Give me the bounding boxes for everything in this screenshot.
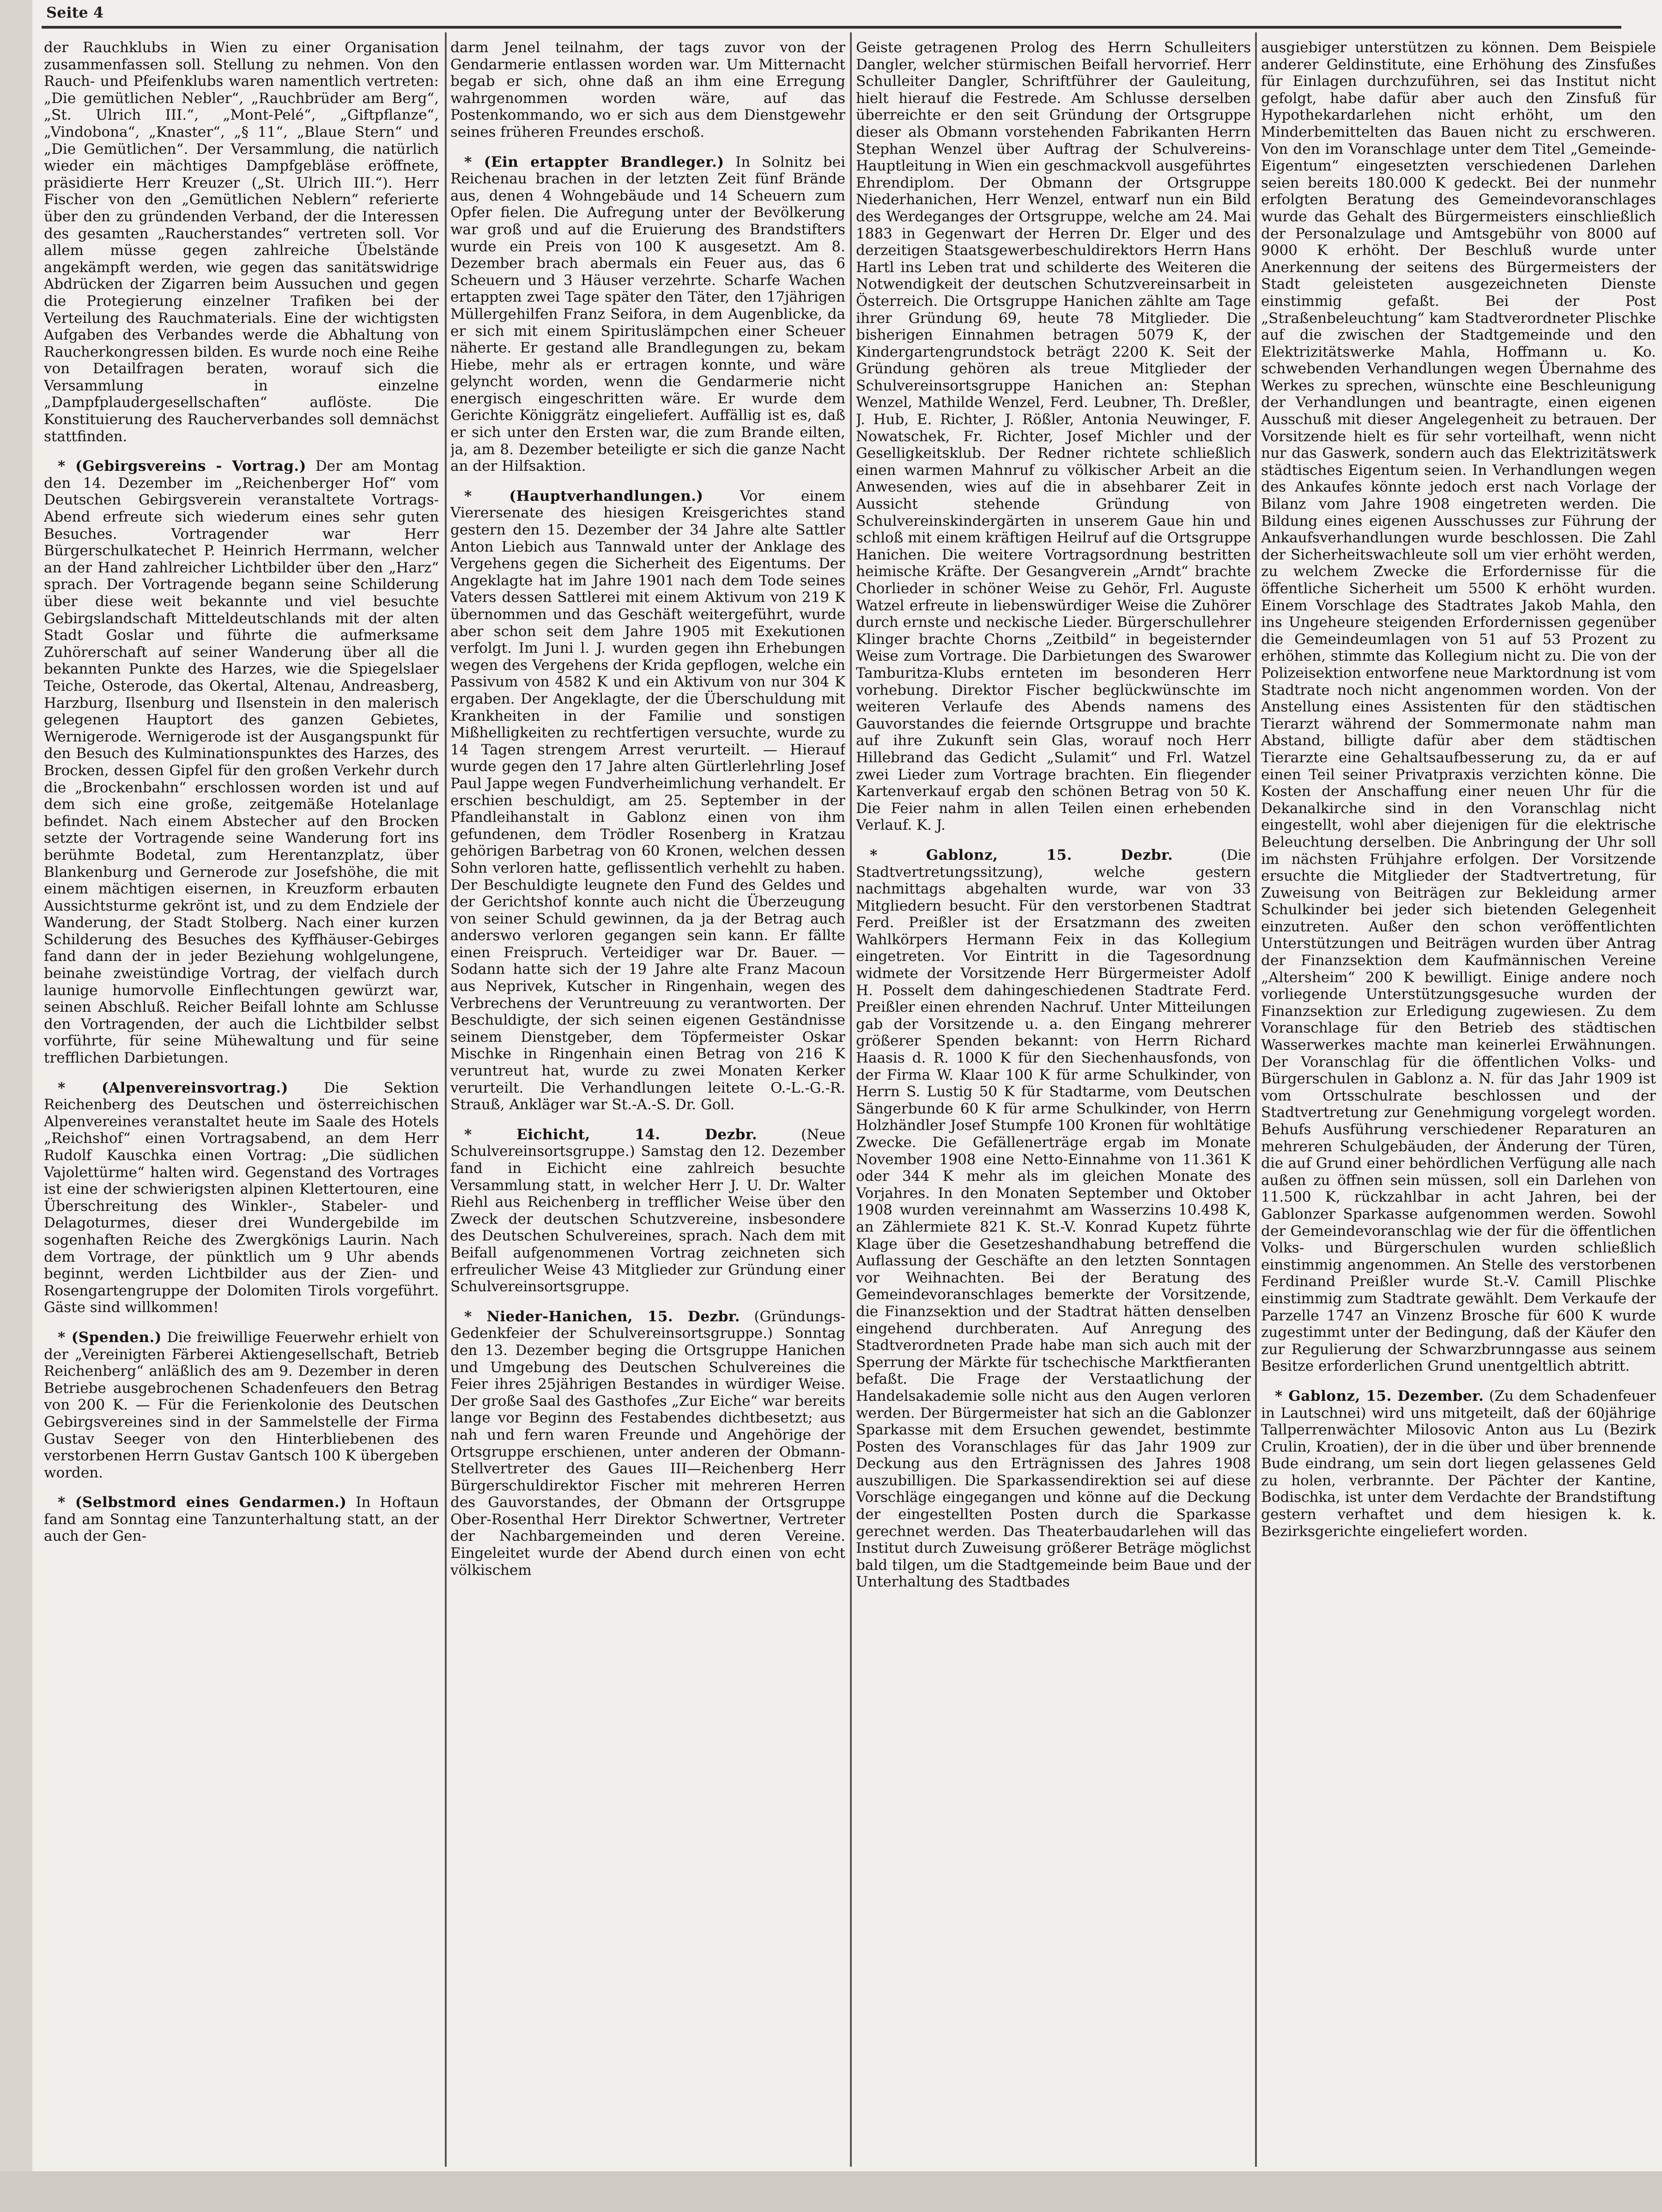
article-paragraph — [450, 1308, 845, 1579]
article-heading: * (Selbstmord eines Gendarmen.) — [58, 1494, 347, 1511]
article-heading: * (Gebirgsvereins - Vortrag.) — [58, 458, 306, 475]
paragraph-gap — [44, 445, 439, 458]
article-text: der Rauchklubs in Wien zu einer Organisation zusammenfassen soll. Stellung zu nehmen. Von den Rauch- und Pfeifenklubs waren namentlich vertreten: „Die gemütlichen Nebler“, „Rauchbrüder am Berg“, „St. Ulrich III.“, „Mont-Pelé“, „Giftpflanze“, „Vindobona“, „Knaster“, „§ 11“, „Blaue Stern“ und „Die Gemütlichen“. Der Versammlung, die natürlich wieder ein mächtiges Dampfgebläse eröffnete, präsidierte Herr Kreuzer („St. Ulrich III.“). Herr Fischer von den „Gemütlichen Neblern“ referierte über den zu gründenden Verband, der die Interessen des gesamten „Raucherstandes“ vertreten soll. Vor allem müsse gegen zahlreiche Übelstände angekämpft werden, wie gegen das sanitätswidrige Abdrücken der Zigarren beim Aussuchen und gegen die Protegierung einzelner Trafiken bei der Verteilung des Rauchmaterials. Eine der wichtigsten Aufgaben des Verbandes werde die Abhaltung von Raucherkongressen bilden. Es wurde noch eine Reihe von Detailfragen beraten, worauf sich die Versammlung in einzelne „Dampfplaudergesellschaften“ auflöste. Die Konstituierung des Raucherverbandes soll demnächst stattfinden. — [44, 39, 439, 445]
article-paragraph — [44, 1080, 439, 1316]
text-column-2 — [450, 39, 845, 2164]
article-text: Die Sektion Reichenberg des Deutschen und österreichischen Alpenvereines veranstaltet heute im Saale des Hotels „Reichshof“ einen Vortragsabend, an dem Herr Rudolf Kauschka einen Vortrag: „Die südlichen Vajolettürme“ halten wird. Gegenstand des Vortrages ist eine der schwierigsten alpinen Klettertouren, eine Überschreitung des Winkler-, Stabeler- und Delagoturmes, dieser drei Wundergebilde im sogenhaften Reiche des Zwergkönigs Laurin. Nach dem Vortrage, der pünktlich um 9 Uhr abends beginnt, werden Lichtbilder aus der Zien- und Rosengartengruppe der Dolomiten Tirols vorgeführt. Gäste sind willkommen! — [44, 1079, 439, 1316]
paragraph-gap — [1261, 1375, 1656, 1388]
article-heading: * Gablonz, 15. Dezember. — [1275, 1387, 1484, 1404]
column-divider — [1255, 32, 1257, 2167]
text-column-4 — [1261, 39, 1656, 2164]
article-heading: * (Spenden.) — [58, 1329, 162, 1346]
scan-left-margin — [0, 0, 32, 2212]
article-paragraph — [450, 488, 845, 1113]
article-text: (Gründungs-Gedenkfeier der Schulvereinsortsgruppe.) Sonntag den 13. Dezember beging die Ortsgruppe Hanichen und Umgebung des Deutschen Schulvereines die Feier ihres 25jährigen Bestandes in würdiger Weise. Der große Saal des Gasthofes „Zur Eiche“ war bereits lange vor Beginn des Festabendes dichtbesetzt; aus nah und fern waren Freunde und Angehörige der Ortsgruppe erschienen, unter anderen der Obmann-Stellvertreter des Gaues III—Reichenberg Herr Bürgerschuldirektor Fischer mit mehreren Herren des Gauvorstandes, der Obmann der Ortsgruppe Ober-Rosenthal Herr Direktor Schwertner, Vertreter der Nachbargemeinden und deren Vereine. Eingeleitet wurde der Abend durch einen von echt völkischem — [450, 1308, 845, 1579]
article-heading: * Nieder-Hanichen, 15. Dezbr. — [464, 1308, 740, 1325]
header-rule — [42, 26, 1621, 29]
paragraph-gap — [44, 1481, 439, 1494]
article-paragraph — [450, 1126, 845, 1295]
article-paragraph — [44, 1494, 439, 1545]
text-column-1 — [44, 39, 439, 2164]
article-heading: * Gablonz, 15. Dezbr. — [870, 846, 1173, 863]
text-column-3 — [856, 39, 1251, 2164]
article-paragraph — [1261, 39, 1656, 1375]
article-paragraph — [450, 39, 845, 141]
paragraph-gap — [856, 834, 1251, 847]
article-text: ausgiebiger unterstützen zu können. Dem Beispiele anderer Geldinstitute, eine Erhöhung des Zinsfußes für Einlagen durchzuführen, sei das Institut nicht gefolgt, habe dafür aber auch den Zinsfuß für Hypothekardarlehen nicht erhöht, um den Minderbemittelten das Bauen nicht zu erschweren. Von den im Voranschlage unter dem Titel „Gemeinde-Eigentum“ eingesetzten verschiedenen Darlehen seien bereits 180.000 K gedeckt. Bei der nunmehr erfolgten Beratung des Gemeindevoranschlages wurde das Gehalt des Bürgermeisters einschließlich der Personalzulage und Amtsgebühr von 8000 auf 9000 K erhöht. Der Beschluß wurde unter Anerkennung der seitens des Bürgermeisters der Stadt geleisteten ausgezeichneten Dienste einstimmig gefaßt. Bei der Post „Straßenbeleuchtung“ kam Stadtverordneter Plischke auf die zwischen der Stadtgemeinde und den Elektrizitätswerke Mahla, Hoffmann u. Ko. schwebenden Verhandlungen wegen Übernahme des Werkes zu sprechen, wünschte eine Beschleunigung der Verhandlungen und beantragte, einen eigenen Ausschuß mit dieser Angelegenheit zu betrauen. Der Vorsitzende hielt es für sehr vorteilhaft, wenn nicht nur das Gaswerk, sondern auch das Elektrizitätswerk städtisches Eigentum seien. In Verhandlungen wegen des Ankaufes könnte jedoch erst nach Vorlage der Bilanz vom Jahre 1908 eingetreten werden. Die Bildung eines eigenen Ausschusses zur Führung der Ankaufsverhandlungen wurde beschlossen. Die Zahl der Sicherheitswachleute soll um vier erhöht werden, zu welchem Zwecke die Erfordernisse für die öffentliche Sicherheit um 5500 K erhöht wurden. Einem Vorschlage des Stadtrates Jakob Mahla, den ins Ungeheure steigenden Erfordernissen gegenüber die Gemeindeumlagen von 51 auf 53 Prozent zu erhöhen, stimmte das Kollegium nicht zu. Die von der Polizeisektion entworfene neue Marktordnung ist vom Stadtrate noch nicht angenommen worden. Von der Anstellung eines Assistenten für den städtischen Tierarzt während der Sommermonate nahm man Abstand, billigte dafür aber dem städtischen Tierarzte eine Gehaltsaufbesserung zu, da er auf einen Teil seiner Privatpraxis verzichten könne. Die Kosten der Anschaffung einer neuen Uhr für die Dekanalkirche sind in den Voranschlag nicht eingestellt, wohl aber diejenigen für die elektrische Beleuchtung derselben. Die Anbringung der Uhr soll im nächsten Frühjahre erfolgen. Der Vorsitzende ersuchte die Mitglieder der Stadtvertretung, für Zuweisung von Beiträgen zur Bekleidung armer Schulkinder bei jeder sich bietenden Gelegenheit einzutreten. Außer den schon veröffentlichten Unterstützungen und Beiträgen wurden über Antrag der Finanzsektion dem Kaufmännischen Vereine „Altersheim“ 200 K bewilligt. Einige andere noch vorliegende Unterstützungsgesuche wurden der Finanzsektion zur Erledigung zugewiesen. Zu dem Voranschlage für den Betrieb des städtischen Wasserwerkes machte man keinerlei Erwähnungen. Der Voranschlag für die öffentlichen Volks- und Bürgerschulen in Gablonz a. N. für das Jahr 1909 ist vom Ortsschulrate beschlossen und der Stadtvertretung zur Genehmigung vorgelegt worden. Behufs Ausführung verschiedener Reparaturen an mehreren Schulgebäuden, der Änderung der Türen, die auf Grund einer behördlichen Verfügung alle nach außen zu öffnen sein müssen, soll ein Darlehen von 11.500 K, rückzahlbar in acht Jahren, bei der Gablonzer Sparkasse aufgenommen werden. Sowohl der Gemeindevoranschlag wie der für die öffentlichen Volks- und Bürgerschulen wurden schließlich einstimmig angenommen. An Stelle des verstorbenen Ferdinand Preißler wurde St.-V. Camill Plischke einstimmig zum Stadtrate gewählt. Dem Verkaufe der Parzelle 1747 an Vinzenz Brosche für 600 K wurde zugestimmt unter der Bedingung, daß der Käufer den zur Regulierung der Schwarzbrunngasse aus seinem Besitze erforderlichen Grund unentgeltlich abtritt. — [1261, 39, 1656, 1375]
article-text: Geiste getragenen Prolog des Herrn Schulleiters Dangler, welcher stürmischen Beifall hervorrief. Herr Schulleiter Dangler, Schriftführer der Gauleitung, hielt hierauf die Festrede. Am Schlusse derselben überreichte er den seit Gründung der Ortsgruppe dieser als Obmann vorstehenden Fabrikanten Herrn Stephan Wenzel über Auftrag der Schulvereins-Hauptleitung in Wien ein geschmackvoll ausgeführtes Ehrendiplom. Der Obmann der Ortsgruppe Niederhanichen, Herr Wenzel, entwarf nun ein Bild des Werdeganges der Ortsgruppe, welche am 24. Mai 1883 in Gegenwart der Herren Dr. Elger und des derzeitigen Staatsgewerbeschuldirektors Herrn Hans Hartl ins Leben trat und schilderte des Weiteren die Notwendigkeit der deutschen Schutzvereinsarbeit in Österreich. Die Ortsgruppe Hanichen zählte am Tage ihrer Gründung 69, heute 78 Mitglieder. Die bisherigen Einnahmen betragen 5079 K, der Kindergartengrundstock beträgt 2200 K. Seit der Gründung gehören als treue Mitglieder der Schulvereinsortsgruppe Hanichen an: Stephan Wenzel, Mathilde Wenzel, Ferd. Leubner, Th. Dreßler, J. Hub, E. Richter, J. Rößler, Antonia Neuwinger, F. Nowatschek, Fr. Richter, Josef Michler und der Geselligkeitsklub. Der Redner richtete schließlich einen warmen Mahnruf zu völkischer Arbeit an die Anwesenden, wies auf die in absehbarer Zeit in Aussicht stehende Gründung von Schulvereinskindergärten in unserem Gaue hin und schloß mit einem kräftigen Heilruf auf die Ortsgruppe Hanichen. Die weitere Vortragsordnung bestritten heimische Kräfte. Der Gesangverein „Arndt“ brachte Chorlieder in schöner Weise zu Gehör, Frl. Auguste Watzel erfreute in liebenswürdiger Weise die Zuhörer durch ernste und neckische Lieder. Bürgerschullehrer Klinger brachte Chorns „Zeitbild“ in begeisternder Weise zum Vortrage. Die Darbietungen des Swarower Tamburitza-Klubs ernteten im besonderen Herr vorhebung. Direktor Fischer beglückwünschte im weiteren Verlaufe des Abends namens des Gauvorstandes die feiernde Ortsgruppe und brachte auf ihre Zukunft sein Glas, worauf noch Herr Hillebrand das Gedicht „Sulamit“ und Frl. Watzel zwei Lieder zum Vortrage brachten. Ein fliegender Kartenverkauf ergab den schönen Betrag von 50 K. Die Feier nahm in allen Teilen einen erhebenden Verlauf. K. J. — [856, 39, 1251, 834]
paragraph-gap — [450, 475, 845, 488]
article-paragraph — [44, 39, 439, 445]
paragraph-gap — [44, 1067, 439, 1080]
column-divider — [850, 32, 852, 2167]
article-paragraph — [44, 1329, 439, 1481]
article-heading: * Eichicht, 14. Dezbr. — [464, 1126, 758, 1143]
paragraph-gap — [450, 1295, 845, 1308]
article-paragraph — [44, 458, 439, 1066]
paragraph-gap — [450, 141, 845, 154]
column-divider — [445, 32, 447, 2167]
article-text: Die freiwillige Feuerwehr erhielt von der „Vereinigten Färberei Aktiengesellschaft, Betrieb Reichenberg“ anläßlich des am 9. Dezember in deren Betriebe ausgebrochenen Schadenfeuers den Betrag von 200 K. — Für die Ferienkolonie des Deutschen Gebirgsvereines sind in der Sammelstelle der Firma Gustav Seeger von den Hinterbliebenen des verstorbenen Herrn Gustav Gantsch 100 K übergeben worden. — [44, 1329, 439, 1481]
scan-bottom-margin — [0, 2171, 1662, 2212]
article-text: darm Jenel teilnahm, der tags zuvor von der Gendarmerie entlassen worden war. Um Mitternacht begab er sich, ohne daß an ihm eine Erregung wahrgenommen worden wäre, auf das Postenkommando, wo er sich aus dem Dienstgewehr seines früheren Freundes erschoß. — [450, 39, 845, 140]
article-text: (Zu dem Schadenfeuer in Lautschnei) wird uns mitgeteilt, daß der 60jährige Tallperrenwächter Milosovic Anton aus Lu (Bezirk Crulin, Kroatien), der in die über und über brennende Bude eindrang, um sein dort liegen gelassenes Geld zu holen, verbrannte. Der Pächter der Kantine, Bodischka, ist unter dem Verdachte der Brandstiftung gestern verhaftet und dem hiesigen k. k. Bezirksgerichte eingeliefert worden. — [1261, 1387, 1656, 1540]
article-text: Vor einem Vierersenate des hiesigen Kreisgerichtes stand gestern den 15. Dezember der 34 Jahre alte Sattler Anton Liebich aus Tannwald unter der Anklage des Vergehens gegen die Sicherheit des Eigentums. Der Angeklagte hat im Jahre 1901 nach dem Tode seines Vaters dessen Sattlerei mit einem Aktivum von 219 K übernommen und das Geschäft weitergeführt, wurde aber schon seit dem Jahre 1905 mit Exekutionen verfolgt. Im Juni l. J. wurden gegen ihn Erhebungen wegen des Vergehens der Krida gepflogen, welche ein Passivum von 4582 K und ein Aktivum von nur 304 K ergaben. Der Angeklagte, der die Überschuldung mit Krankheiten in der Familie und sonstigen Mißhelligkeiten zu rechtfertigen versuchte, wurde zu 14 Tagen strengem Arrest verurteilt. — Hierauf wurde gegen den 17 Jahre alten Gürtlerlehrling Josef Paul Jappe wegen Fundverheimlichung verhandelt. Er erschien beschuldigt, am 25. September in der Pfandleihanstalt in Gablonz einen von ihm gefundenen, dem Trödler Rosenberg in Kratzau gehörigen Barbetrag von 60 Kronen, welchen dessen Sohn verloren hatte, geflissentlich verhehlt zu haben. Der Beschuldigte leugnete den Fund des Geldes und der Gerichtshof konnte auch nicht die Überzeugung von seiner Schuld gewinnen, da ja der Betrag auch anderswo verloren gegangen sein kann. Er fällte einen Freispruch. Verteidiger war Dr. Bauer. — Sodann hatte sich der 19 Jahre alte Franz Macoun aus Neprivek, Kutscher in Ringenhain, wegen des Verbrechens der Veruntreuung zu verantworten. Der Beschuldigte, der sich seinen eigenen Geständnisse seinem Dienstgeber, dem Töpfermeister Oskar Mischke in Ringenhain einen Betrag von 216 K veruntreut hat, wurde zu zwei Monaten Kerker verurteilt. Die Verhandlungen leitete O.-L.-G.-R. Strauß, Ankläger war St.-A.-S. Dr. Goll. — [450, 487, 845, 1113]
article-heading: * (Alpenvereinsvortrag.) — [58, 1079, 288, 1096]
article-text: In Hoftaun fand am Sonntag eine Tanzunterhaltung statt, an der auch der Gen- — [44, 1494, 439, 1545]
article-paragraph — [450, 154, 845, 475]
article-text: In Solnitz bei Reichenau brachen in der letzten Zeit fünf Brände aus, denen 4 Wohngebäude und 14 Scheuern zum Opfer fielen. Die Aufregung unter der Bevölkerung war groß und auf die Eruierung des Brandstifters wurde ein Preis von 100 K ausgesetzt. Am 8. Dezember brach abermals ein Feuer aus, das 6 Scheuern und 3 Häuser verzehrte. Scharfe Wachen ertappten zwei Tage später den Täter, den 17jährigen Müllergehilfen Franz Seifora, in dem Augenblicke, da er sich mit einem Spirituslämpchen einer Scheuer näherte. Er gestand alle Brandlegungen zu, bekam Hiebe, mehr als er ertragen konnte, und wäre gelyncht worden, wenn die Gendarmerie nicht energisch eingeschritten wäre. Er wurde dem Gerichte Königgrätz eingeliefert. Auffällig ist es, daß er sich unter den Ersten war, die zum Brande eilten, ja, am 8. Dezember beteiligte er sich die ganze Nacht an der Hilfsaktion. — [450, 153, 845, 475]
article-paragraph — [1261, 1388, 1656, 1540]
paragraph-gap — [450, 1113, 845, 1126]
article-text: Der am Montag den 14. Dezember im „Reichenberger Hof“ vom Deutschen Gebirgsverein veranstaltete Vortrags-Abend erfreute sich wiederum eines sehr guten Besuches. Vortragender war Herr Bürgerschulkatechet P. Heinrich Herrmann, welcher an der Hand zahlreicher Lichtbilder über den „Harz“ sprach. Der Vortragende begann seine Schilderung über diese weit bekannte und viel besuchte Gebirgslandschaft Mitteldeutschlands mit der alten Stadt Goslar und führte die aufmerksame Zuhörerschaft auf seiner Wanderung über all die bekannten Punkte des Harzes, wie die Spiegelslaer Teiche, Osterode, das Okertal, Altenau, Andreasberg, Harzburg, Ilsenburg und Ilsenstein in den malerisch gelegenen Hauptort des ganzen Gebietes, Wernigerode. Wernigerode ist der Ausgangspunkt für den Besuch des Kulminationspunktes des Harzes, des Brocken, dessen Gipfel für den großen Verkehr durch die „Brockenbahn“ erschlossen worden ist und auf dem sich eine große, zeitgemäße Hotelanlage befindet. Nach einem Abstecher auf den Brocken setzte der Vortragende seine Wanderung fort ins berühmte Bodetal, zum Herentanzplatz, über Blankenburg und Gernerode zur Josefshöhe, die mit einem mächtigen eisernen, in Kreuzform erbauten Aussichtsturme gekrönt ist, und zu dem Endziele der Wanderung, der Stadt Stolberg. Nach einer kurzen Schilderung des Besuches des Kyffhäuser-Gebirges fand dann der in jeder Beziehung wohlgelungene, beinahe zweistündige Vortrag, der vielfach durch launige humorvolle Einflechtungen gewürzt war, seinen Abschluß. Reicher Beifall lohnte am Schlusse den Vortragenden, der auch die Lichtbilder selbst vorführte, für seine Mühewaltung und für seine trefflichen Darbietungen. — [44, 458, 439, 1067]
article-text: (Neue Schulvereinsortsgruppe.) Samstag den 12. Dezember fand in Eichicht eine zahlreich besuchte Versammlung statt, in welcher Herr J. U. Dr. Walter Riehl aus Reichenberg in trefflicher Weise über den Zweck der deutschen Schutzvereine, insbesondere des Deutschen Schulvereines, sprach. Nach dem mit Beifall aufgenommenen Vortrag zeichneten sich erfreulicher Weise 43 Mitglieder zur Gründung einer Schulvereinsortsgruppe. — [450, 1126, 845, 1295]
article-heading: * (Ein ertappter Brandleger.) — [464, 153, 724, 170]
article-paragraph — [856, 847, 1251, 1591]
article-paragraph — [856, 39, 1251, 834]
article-text: (Die Stadtvertretungssitzung), welche gestern nachmittags abgehalten wurde, war von 33 Mitgliedern besucht. Für den verstorbenen Stadtrat Ferd. Preißler ist der Ersatzmann des zweiten Wahlkörpers Hermann Feix in das Kollegium eingetreten. Vor Eintritt in die Tagesordnung widmete der Vorsitzende Herr Bürgermeister Adolf H. Posselt dem dahingeschiedenen Stadtrate Ferd. Preißler einen ehrenden Nachruf. Unter Mitteilungen gab der Vorsitzende u. a. den Eingang mehrerer größerer Spenden bekannt: von Herrn Richard Haasis d. R. 1000 K für den Siechenhausfonds, von der Firma W. Klaar 100 K für arme Schulkinder, von Herrn S. Lustig 50 K für Stadtarme, vom Deutschen Sängerbunde 60 K für arme Schulkinder, von Herrn Holzhändler Josef Stumpfe 100 Kronen für wohltätige Zwecke. Die Gefällenerträge ergab im Monate November 1908 eine Netto-Einnahme von 11.361 K oder 344 K mehr als im gleichen Monate des Vorjahres. In den Monaten September und Oktober 1908 wurden vereinnahmt am Wasserzins 10.498 K, an Zählermiete 821 K. St.-V. Konrad Kupetz führte Klage über die Gesetzeshandhabung betreffend die Auflassung der Geschäfte an den letzten Sonntagen vor Weihnachten. Bei der Beratung des Gemeindevoranschlages bemerkte der Vorsitzende, die Finanzsektion und der Stadtrat hätten denselben eingehend durchberaten. Auf Anregung des Stadtverordneten Prade habe man sich auch mit der Sperrung der Märkte für tschechische Marktfieranten befaßt. Die Frage der Verstaatlichung der Handelsakademie solle nicht aus den Augen verloren werden. Der Bürgermeister hat sich an die Gablonzer Sparkasse mit dem Ersuchen gewendet, bestimmte Posten des Voranschlages für das Jahr 1909 zur Deckung aus den Erträgnissen des Jahres 1908 auszubilligen. Die Sparkassendirektion sei auf diese Vorschläge eingegangen und könne auf die Deckung der eingestellten Posten durch die Sparkasse gerechnet werden. Das Theaterbaudarlehen will das Institut durch Zuweisung größerer Beträge möglichst bald tilgen, um die Stadtgemeinde beim Baue und der Unterhaltung des Stadtbades — [856, 846, 1251, 1591]
article-heading: * (Hauptverhandlungen.) — [464, 487, 704, 504]
paragraph-gap — [44, 1316, 439, 1329]
page-number: Seite 4 — [46, 4, 104, 21]
